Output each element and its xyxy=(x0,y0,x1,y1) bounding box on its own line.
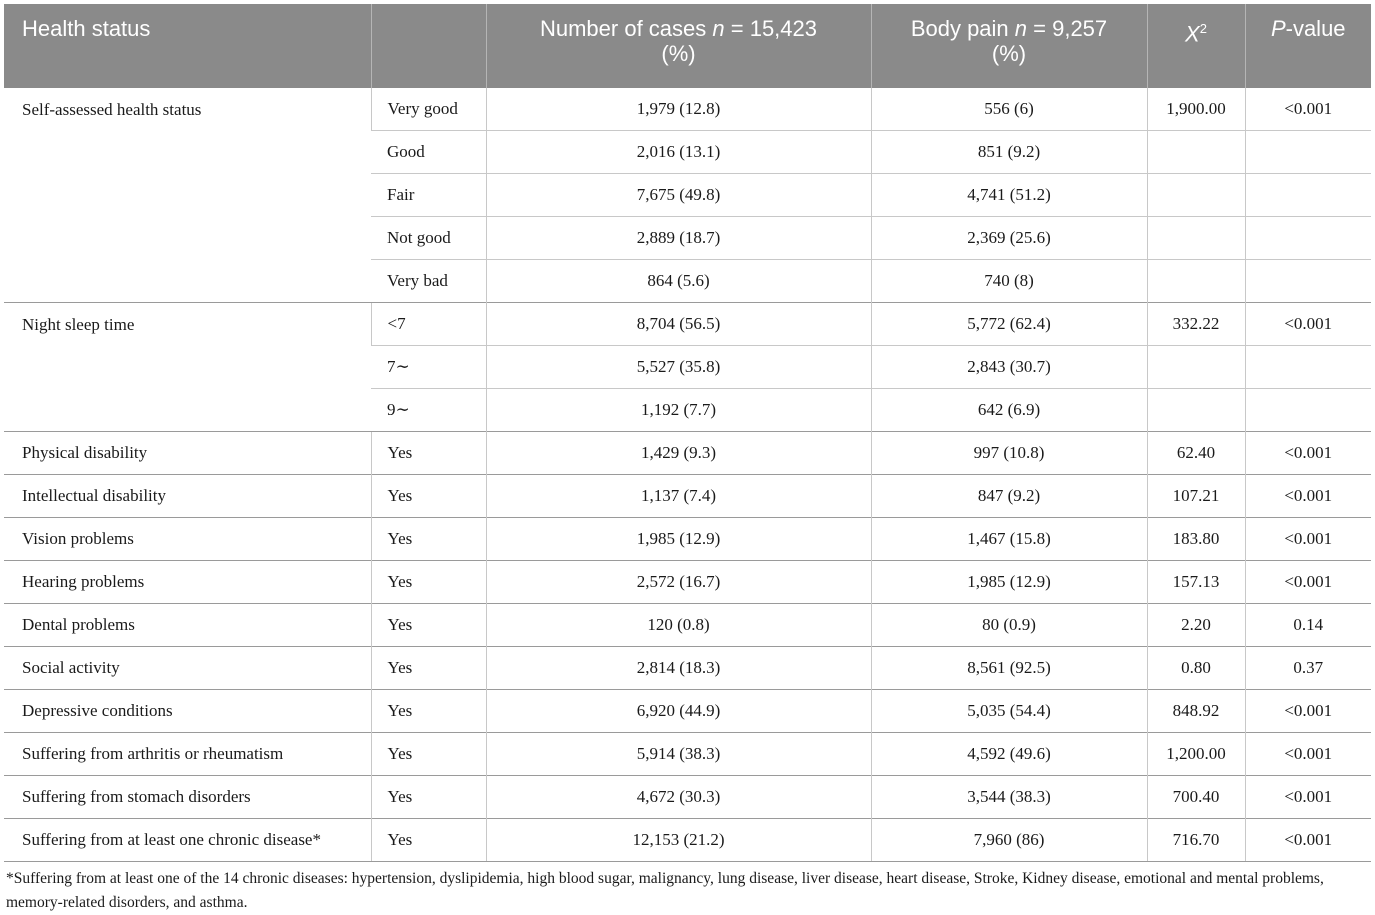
row-chi-square xyxy=(1147,131,1245,174)
table-row xyxy=(4,518,1371,561)
row-label: Night sleep time xyxy=(4,303,371,432)
row-body-pain: 4,592 (49.6) xyxy=(871,733,1147,776)
row-chi-square: 716.70 xyxy=(1147,819,1245,862)
row-label: Physical disability xyxy=(4,432,371,475)
table-row xyxy=(4,303,1371,346)
table-container xyxy=(4,4,1371,915)
row-cases: 7,675 (49.8) xyxy=(486,174,871,217)
row-cases: 8,704 (56.5) xyxy=(486,303,871,346)
row-cases: 2,572 (16.7) xyxy=(486,561,871,604)
row-level: Yes xyxy=(371,690,486,733)
row-cases: 4,672 (30.3) xyxy=(486,776,871,819)
table-row xyxy=(4,561,1371,604)
row-chi-square: 1,200.00 xyxy=(1147,733,1245,776)
row-p-value: 0.37 xyxy=(1245,647,1371,690)
row-cases: 2,016 (13.1) xyxy=(486,131,871,174)
row-level: Yes xyxy=(371,432,486,475)
row-body-pain: 1,985 (12.9) xyxy=(871,561,1147,604)
row-p-value: <0.001 xyxy=(1245,432,1371,475)
row-body-pain: 5,772 (62.4) xyxy=(871,303,1147,346)
row-p-value: <0.001 xyxy=(1245,819,1371,862)
row-chi-square: 183.80 xyxy=(1147,518,1245,561)
row-chi-square: 0.80 xyxy=(1147,647,1245,690)
row-body-pain: 851 (9.2) xyxy=(871,131,1147,174)
row-label: Social activity xyxy=(4,647,371,690)
table-row xyxy=(4,88,1371,131)
row-cases: 1,192 (7.7) xyxy=(486,389,871,432)
row-body-pain: 80 (0.9) xyxy=(871,604,1147,647)
row-body-pain: 3,544 (38.3) xyxy=(871,776,1147,819)
row-body-pain: 8,561 (92.5) xyxy=(871,647,1147,690)
row-p-value: <0.001 xyxy=(1245,733,1371,776)
row-cases: 1,979 (12.8) xyxy=(486,88,871,131)
row-body-pain: 2,843 (30.7) xyxy=(871,346,1147,389)
row-level: Fair xyxy=(371,174,486,217)
row-level: Yes xyxy=(371,733,486,776)
table-row xyxy=(4,647,1371,690)
table-row xyxy=(4,733,1371,776)
row-body-pain: 4,741 (51.2) xyxy=(871,174,1147,217)
row-cases: 1,429 (9.3) xyxy=(486,432,871,475)
row-label: Self-assessed health status xyxy=(22,100,202,119)
table-row xyxy=(4,432,1371,475)
row-chi-square: 62.40 xyxy=(1147,432,1245,475)
header-chi-square: $X^2$ xyxy=(1147,4,1245,88)
row-p-value xyxy=(1245,260,1371,303)
row-level: <7 xyxy=(371,303,486,346)
row-p-value: <0.001 xyxy=(1245,561,1371,604)
row-chi-square xyxy=(1147,389,1245,432)
table-row xyxy=(4,604,1371,647)
row-p-value: <0.001 xyxy=(1245,518,1371,561)
row-p-value: <0.001 xyxy=(1245,475,1371,518)
row-chi-square xyxy=(1147,260,1245,303)
row-chi-square: 332.22 xyxy=(1147,303,1245,346)
row-cases: 1,985 (12.9) xyxy=(486,518,871,561)
row-cases: 5,914 (38.3) xyxy=(486,733,871,776)
row-label: Suffering from arthritis or rheumatism xyxy=(4,733,371,776)
row-level: Yes xyxy=(371,647,486,690)
table-row xyxy=(4,690,1371,733)
row-body-pain: 847 (9.2) xyxy=(871,475,1147,518)
row-p-value xyxy=(1245,174,1371,217)
row-body-pain: 740 (8) xyxy=(871,260,1147,303)
row-body-pain: 556 (6) xyxy=(871,88,1147,131)
row-cases: 12,153 (21.2) xyxy=(486,819,871,862)
row-level: 7∼ xyxy=(371,346,486,389)
row-level: Yes xyxy=(371,604,486,647)
row-level: Very bad xyxy=(371,260,486,303)
row-p-value: <0.001 xyxy=(1245,303,1371,346)
row-cases: 120 (0.8) xyxy=(486,604,871,647)
row-p-value xyxy=(1245,217,1371,260)
row-level: Yes xyxy=(371,475,486,518)
row-chi-square: 1,900.00 xyxy=(1147,88,1245,131)
row-p-value xyxy=(1245,389,1371,432)
row-label: Depressive conditions xyxy=(4,690,371,733)
row-body-pain: 5,035 (54.4) xyxy=(871,690,1147,733)
row-chi-square: 700.40 xyxy=(1147,776,1245,819)
row-cases: 1,137 (7.4) xyxy=(486,475,871,518)
table-body xyxy=(4,88,1371,862)
table-row xyxy=(4,475,1371,518)
table-row xyxy=(4,819,1371,862)
row-label: Hearing problems xyxy=(4,561,371,604)
row-chi-square xyxy=(1147,174,1245,217)
row-cases: 864 (5.6) xyxy=(486,260,871,303)
row-cases: 6,920 (44.9) xyxy=(486,690,871,733)
row-level: Good xyxy=(371,131,486,174)
row-body-pain: 1,467 (15.8) xyxy=(871,518,1147,561)
row-label: Suffering from stomach disorders xyxy=(4,776,371,819)
row-p-value xyxy=(1245,346,1371,389)
row-chi-square xyxy=(1147,217,1245,260)
row-label: Vision problems xyxy=(4,518,371,561)
row-p-value: <0.001 xyxy=(1245,690,1371,733)
header-p-value: P-value xyxy=(1245,4,1371,88)
table-row xyxy=(4,776,1371,819)
row-cases: 5,527 (35.8) xyxy=(486,346,871,389)
row-chi-square: 107.21 xyxy=(1147,475,1245,518)
row-level: Yes xyxy=(371,561,486,604)
header-row xyxy=(4,4,1371,88)
row-chi-square xyxy=(1147,346,1245,389)
row-level: Yes xyxy=(371,819,486,862)
row-chi-square: 157.13 xyxy=(1147,561,1245,604)
row-chi-square: 848.92 xyxy=(1147,690,1245,733)
header-number-of-cases: Number of cases n = 15,423 (%) xyxy=(486,4,871,88)
row-p-value xyxy=(1245,131,1371,174)
row-level: Yes xyxy=(371,776,486,819)
row-p-value: <0.001 xyxy=(1245,776,1371,819)
row-level: Very good xyxy=(371,88,486,131)
header-body-pain: Body pain n = 9,257 (%) xyxy=(871,4,1147,88)
row-label: Dental problems xyxy=(4,604,371,647)
row-body-pain: 642 (6.9) xyxy=(871,389,1147,432)
row-p-value: <0.001 xyxy=(1245,88,1371,131)
row-label: Suffering from at least one chronic disease* xyxy=(4,819,371,862)
health-status-table xyxy=(4,4,1371,862)
row-chi-square: 2.20 xyxy=(1147,604,1245,647)
row-cases: 2,889 (18.7) xyxy=(486,217,871,260)
row-cases: 2,814 (18.3) xyxy=(486,647,871,690)
row-body-pain: 997 (10.8) xyxy=(871,432,1147,475)
row-level: Not good xyxy=(371,217,486,260)
row-body-pain: 2,369 (25.6) xyxy=(871,217,1147,260)
table-footnote: *Suffering from at least one of the 14 chronic diseases: hypertension, dyslipidemia, high blood sugar, malignancy, lung disease, liver disease, heart disease, Stroke, Kidney disease, emotional and mental problems, memory-related disorders, and asthma. xyxy=(6,870,1324,911)
row-body-pain: 7,960 (86) xyxy=(871,819,1147,862)
row-label: Intellectual disability xyxy=(4,475,371,518)
row-p-value: 0.14 xyxy=(1245,604,1371,647)
row-level: Yes xyxy=(371,518,486,561)
header-health-status: Health status xyxy=(4,4,371,88)
header-level xyxy=(371,4,486,88)
row-level: 9∼ xyxy=(371,389,486,432)
